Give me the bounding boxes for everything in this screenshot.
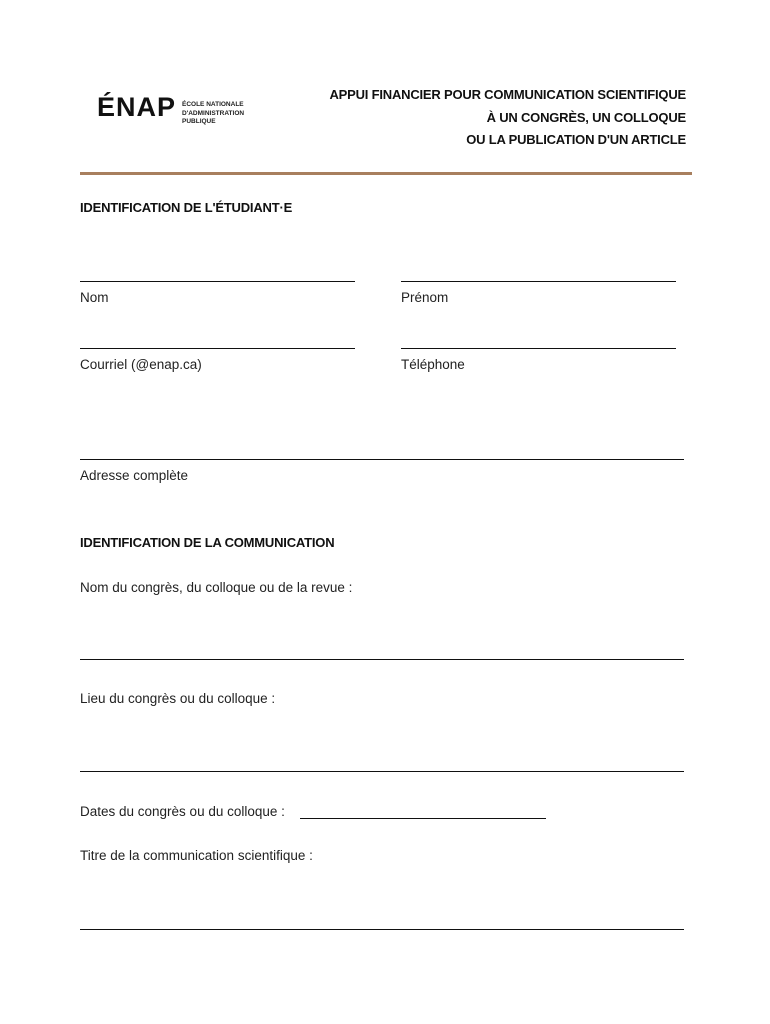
dates-field[interactable]	[300, 818, 546, 819]
title-line-1: APPUI FINANCIER POUR COMMUNICATION SCIENTIFIQUE	[329, 87, 686, 102]
form-title	[329, 84, 686, 152]
adresse-label: Adresse complète	[80, 468, 189, 483]
communication-section-heading: IDENTIFICATION DE LA COMMUNICATION	[80, 535, 335, 550]
titre-field[interactable]	[80, 929, 684, 930]
congres-field[interactable]	[80, 659, 684, 660]
courriel-label: Courriel (@enap.ca)	[80, 357, 202, 372]
title-line-3: OU LA PUBLICATION D'UN ARTICLE	[466, 132, 686, 147]
header-rule	[80, 172, 692, 175]
lieu-label: Lieu du congrès ou du colloque :	[80, 691, 276, 706]
congres-label: Nom du congrès, du colloque ou de la revue :	[80, 580, 353, 595]
lieu-field[interactable]	[80, 771, 684, 772]
enap-logo: ÉNAP	[97, 92, 177, 122]
logo-sub-line: D'ADMINISTRATION	[182, 109, 245, 117]
logo-sub-line: ÉCOLE NATIONALE	[182, 101, 244, 108]
telephone-field[interactable]	[401, 348, 676, 349]
student-section-heading: IDENTIFICATION DE L'ÉTUDIANT·E	[80, 200, 293, 215]
adresse-field[interactable]	[80, 459, 684, 460]
logo-sub-line: PUBLIQUE	[182, 118, 216, 125]
prenom-field[interactable]	[401, 281, 676, 282]
dates-label: Dates du congrès ou du colloque :	[80, 804, 285, 819]
telephone-label: Téléphone	[401, 357, 465, 372]
prenom-label: Prénom	[401, 290, 449, 305]
nom-field[interactable]	[80, 281, 355, 282]
titre-label: Titre de la communication scientifique :	[80, 848, 313, 863]
title-line-2: À UN CONGRÈS, UN COLLOQUE	[486, 109, 686, 125]
enap-logo-subtitle	[182, 101, 244, 127]
nom-label: Nom	[80, 290, 109, 305]
courriel-field[interactable]	[80, 348, 355, 349]
